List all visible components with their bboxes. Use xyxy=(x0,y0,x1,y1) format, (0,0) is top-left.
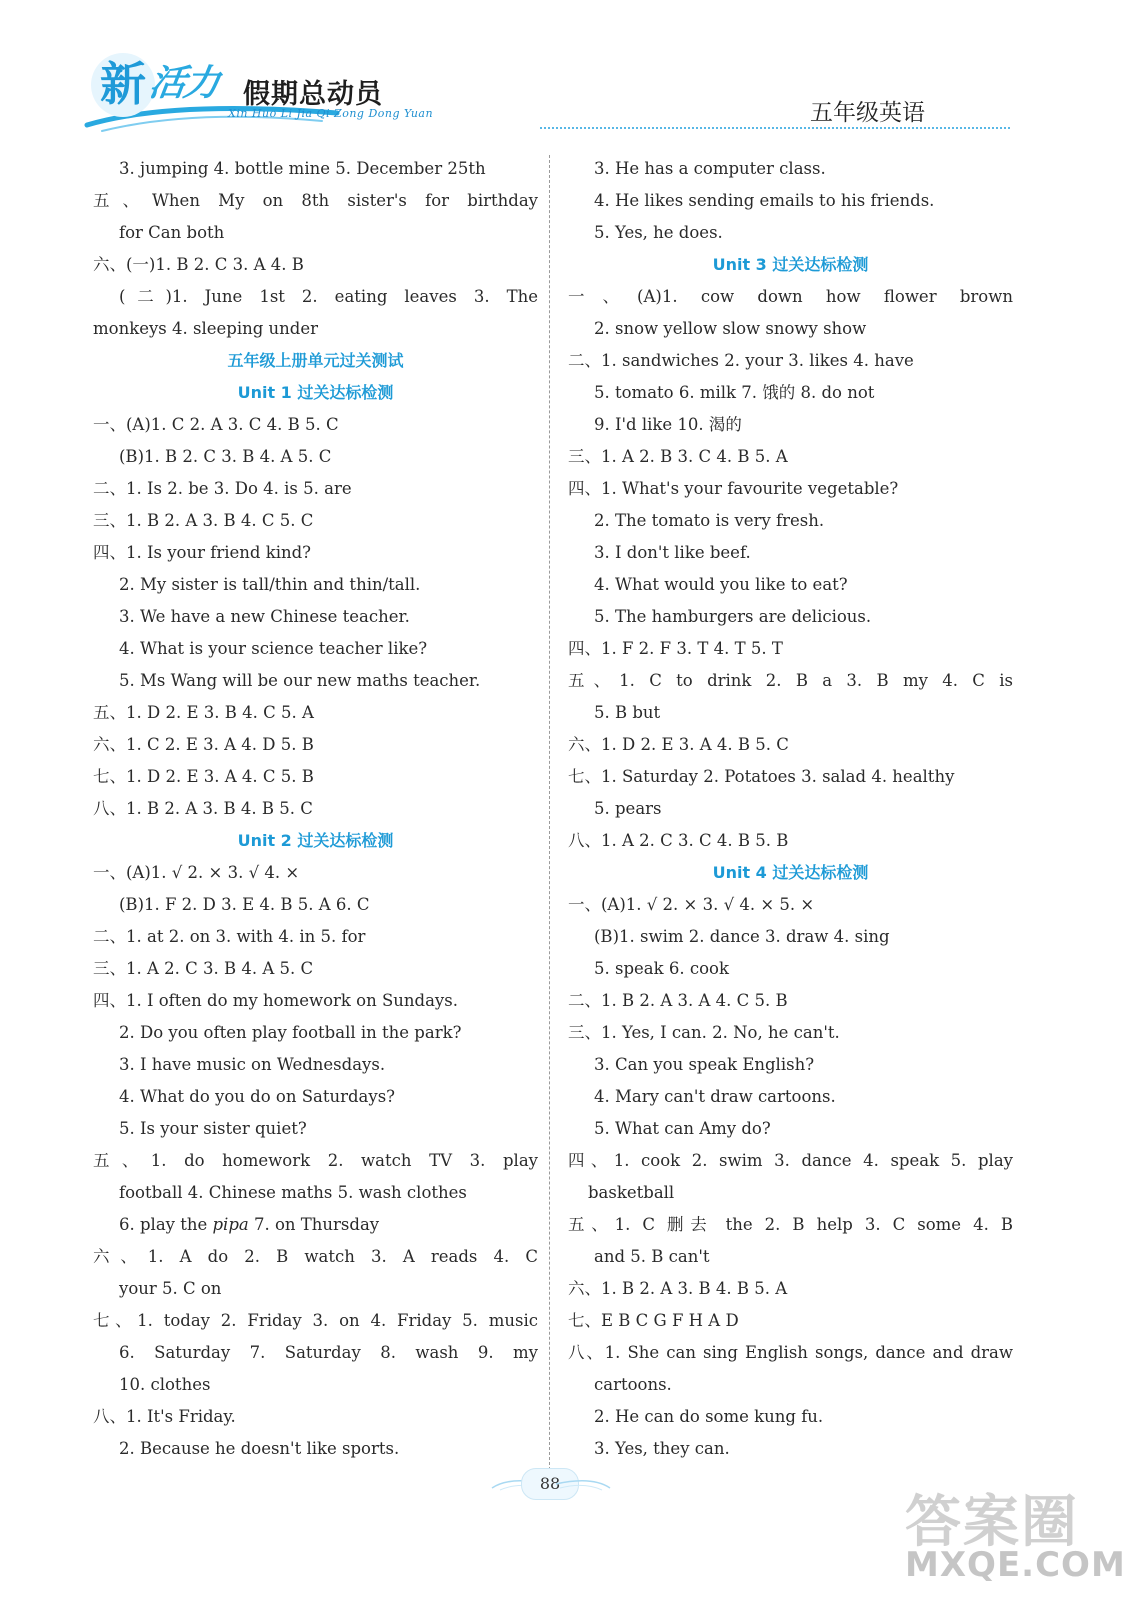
answer-line: 三、1. B 2. A 3. B 4. C 5. C xyxy=(93,511,314,530)
answer-line: 5. speak 6. cook xyxy=(594,959,729,978)
answer-line: 八、1. B 2. A 3. B 4. B 5. C xyxy=(93,799,313,818)
answer-line: 二、1. B 2. A 3. A 4. C 5. B xyxy=(568,991,788,1010)
answer-line: 2. He can do some kung fu. xyxy=(594,1407,824,1426)
answer-line: basketball xyxy=(588,1183,675,1202)
answer-line: your 5. C on xyxy=(119,1279,222,1298)
answer-line: 六、1. B 2. A 3. B 4. B 5. A xyxy=(568,1279,788,1298)
answer-line: 5. pears xyxy=(594,799,662,818)
answer-line: 六、1. A do 2. B watch 3. A reads 4. C xyxy=(93,1247,538,1266)
answer-line: 3. I have music on Wednesdays. xyxy=(119,1055,386,1074)
answer-line: 三、1. Yes, I can. 2. No, he can't. xyxy=(568,1023,840,1042)
logo-huoli: 活力 xyxy=(146,63,221,104)
answer-line: and 5. B can't xyxy=(594,1247,710,1266)
answer-line: 3. He has a computer class. xyxy=(594,159,826,178)
answer-line: 一、(A)1. C 2. A 3. C 4. B 5. C xyxy=(93,415,339,434)
column-divider xyxy=(549,155,550,1480)
answer-line: 4. What would you like to eat? xyxy=(594,575,848,594)
answer-line: 5. What can Amy do? xyxy=(594,1119,771,1138)
answer-line: for Can both xyxy=(119,223,225,242)
watermark-site: MXQE.COM xyxy=(905,1545,1126,1585)
italic-word: pipa xyxy=(212,1215,249,1234)
answer-line: 五、1. C to drink 2. B a 3. B my 4. C is xyxy=(568,671,1013,690)
answer-line: 3. I don't like beef. xyxy=(594,543,751,562)
logo-char: 新 xyxy=(100,57,146,111)
answer-line: 3. jumping 4. bottle mine 5. December 25th xyxy=(119,159,486,178)
answer-line: 八、1. A 2. C 3. C 4. B 5. B xyxy=(568,831,789,850)
section-heading: Unit 1 过关达标检测 xyxy=(237,383,394,402)
answer-line: 2. Because he doesn't like sports. xyxy=(119,1439,400,1458)
answer-line: 四、1. I often do my homework on Sundays. xyxy=(93,991,458,1010)
section-heading: Unit 2 过关达标检测 xyxy=(237,831,394,850)
answer-line: 四、1. What's your favourite vegetable? xyxy=(568,479,899,498)
answer-line: 9. I'd like 10. 渴的 xyxy=(594,415,742,434)
page-number-text: 88 xyxy=(521,1468,579,1500)
watermark-cn: 答案圈 xyxy=(905,1490,1079,1555)
answer-line: (二)1. June 1st 2. eating leaves 3. The xyxy=(119,287,538,306)
section-heading: 五年级上册单元过关测试 xyxy=(227,351,404,370)
answer-line: 五、1. D 2. E 3. B 4. C 5. A xyxy=(93,703,314,722)
answer-line: 八、1. She can sing English songs, dance and draw xyxy=(568,1343,1013,1362)
answer-line: 五、1. C 删去 the 2. B help 3. C some 4. B xyxy=(568,1215,1013,1234)
answer-line: 二、1. sandwiches 2. your 3. likes 4. have xyxy=(568,351,914,370)
answer-line: 八、1. It's Friday. xyxy=(93,1407,236,1426)
answer-line: 七、1. Saturday 2. Potatoes 3. salad 4. healthy xyxy=(568,767,955,786)
answer-line: 七、E B C G F H A D xyxy=(568,1311,739,1330)
section-heading: Unit 3 过关达标检测 xyxy=(712,255,869,274)
answer-line: (B)1. F 2. D 3. E 4. B 5. A 6. C xyxy=(119,895,370,914)
answer-line: 10. clothes xyxy=(119,1375,211,1394)
answer-line: 五、When My on 8th sister's for birthday xyxy=(93,191,538,210)
answer-line: 5. The hamburgers are delicious. xyxy=(594,607,872,626)
answer-column-left xyxy=(93,153,538,1465)
answer-line: 二、1. at 2. on 3. with 4. in 5. for xyxy=(93,927,366,946)
answer-line: 3. Can you speak English? xyxy=(594,1055,815,1074)
answer-line: 3. Yes, they can. xyxy=(594,1439,730,1458)
answer-line: (B)1. B 2. C 3. B 4. A 5. C xyxy=(119,447,332,466)
answer-line: 5. tomato 6. milk 7. 饿的 8. do not xyxy=(594,383,875,402)
grade-subject-title: 五年级英语 xyxy=(810,100,925,126)
answer-line: 一、(A)1. √ 2. × 3. √ 4. × xyxy=(93,863,300,882)
section-heading: Unit 4 过关达标检测 xyxy=(712,863,869,882)
answer-line: 2. The tomato is very fresh. xyxy=(594,511,825,530)
header-dotted-rule xyxy=(540,127,1010,129)
answer-line: 4. Mary can't draw cartoons. xyxy=(594,1087,836,1106)
answer-line: 5. Ms Wang will be our new maths teacher. xyxy=(119,671,481,690)
answer-line: 三、1. A 2. B 3. C 4. B 5. A xyxy=(568,447,788,466)
answer-line: 4. What is your science teacher like? xyxy=(119,639,428,658)
answer-line: 四、1. Is your friend kind? xyxy=(93,543,312,562)
answer-line: 一、(A)1. cow down how flower brown xyxy=(568,287,1013,306)
logo-xin-badge xyxy=(88,50,158,120)
logo-pinyin: Xin Huo Li Jia Qi Zong Dong Yuan xyxy=(228,107,434,120)
answer-line: football 4. Chinese maths 5. wash clothes xyxy=(119,1183,467,1202)
page-number-right-ornament xyxy=(552,1476,612,1492)
answer-line: 2. snow yellow slow snowy show xyxy=(594,319,867,338)
logo-title: 假期总动员 xyxy=(243,79,383,110)
answer-line: 5. B but xyxy=(594,703,661,722)
answer-line: 6. play the pipa 7. on Thursday xyxy=(119,1215,380,1234)
answer-line: cartoons. xyxy=(594,1375,672,1394)
answer-line: 四、1. F 2. F 3. T 4. T 5. T xyxy=(568,639,783,658)
answer-line: 六、1. D 2. E 3. A 4. B 5. C xyxy=(568,735,789,754)
answer-line: 2. Do you often play football in the park? xyxy=(119,1023,462,1042)
answer-line: 3. We have a new Chinese teacher. xyxy=(119,607,410,626)
answer-line: 四、1. cook 2. swim 3. dance 4. speak 5. play xyxy=(568,1151,1013,1170)
answer-line: (B)1. swim 2. dance 3. draw 4. sing xyxy=(594,927,890,946)
answer-line: 4. He likes sending emails to his friends. xyxy=(594,191,935,210)
answer-line: 五、1. do homework 2. watch TV 3. play xyxy=(93,1151,538,1170)
answer-line: monkeys 4. sleeping under xyxy=(93,319,319,338)
answer-line: 六、(一)1. B 2. C 3. A 4. B xyxy=(93,255,304,274)
answer-column-right xyxy=(568,153,1013,1465)
page-header xyxy=(0,0,1100,140)
answer-line: 七、1. D 2. E 3. A 4. C 5. B xyxy=(93,767,314,786)
answer-line: 5. Yes, he does. xyxy=(594,223,723,242)
answer-line: 4. What do you do on Saturdays? xyxy=(119,1087,396,1106)
answer-line: 七、1. today 2. Friday 3. on 4. Friday 5. music xyxy=(93,1311,538,1330)
answer-line: 三、1. A 2. C 3. B 4. A 5. C xyxy=(93,959,314,978)
answer-line: 6. Saturday 7. Saturday 8. wash 9. my xyxy=(119,1343,538,1362)
answer-line: 二、1. Is 2. be 3. Do 4. is 5. are xyxy=(93,479,352,498)
answer-line: 一、(A)1. √ 2. × 3. √ 4. × 5. × xyxy=(568,895,815,914)
answer-line: 六、1. C 2. E 3. A 4. D 5. B xyxy=(93,735,314,754)
answer-line: 2. My sister is tall/thin and thin/tall. xyxy=(119,575,421,594)
answer-line: 5. Is your sister quiet? xyxy=(119,1119,307,1138)
